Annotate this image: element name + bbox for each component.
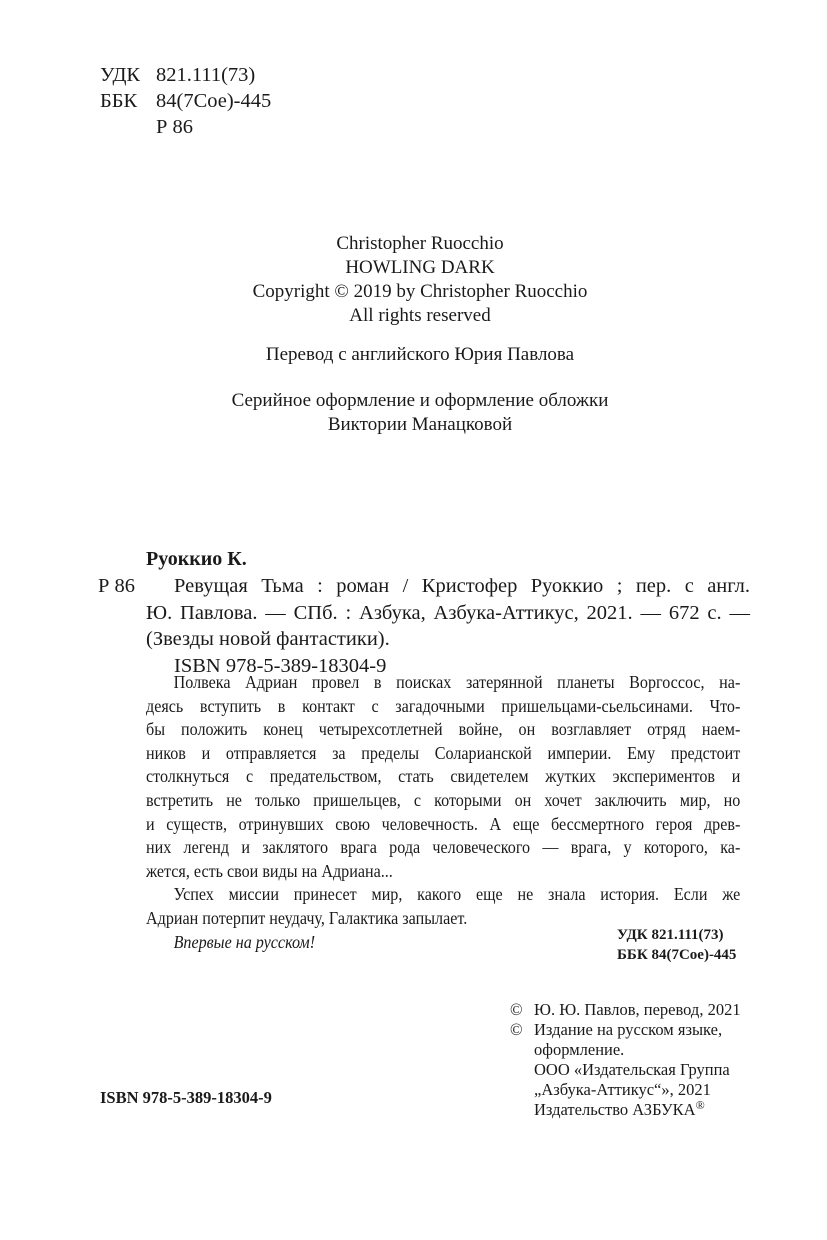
design-credit-line2: Виктории Манацковой [327,414,513,435]
annotation-line: Адриан потерпит неудачу, Галактика запылает. [146,907,468,928]
udk-row [100,62,271,88]
copyright-icon: © [510,1000,523,1019]
annotation-line: жется, есть свои виды на Адриана... [146,860,393,881]
isbn-bottom: ISBN 978-5-389-18304-9 [100,1088,272,1107]
copyright-block [510,1000,741,1120]
copyright-icon: © [510,1020,523,1039]
copyright-edition [510,1020,741,1040]
design-credit-line1: Серийное оформление и оформление обложки [231,390,609,411]
original-credits [0,232,827,328]
udk-label: УДК [100,64,141,86]
copyright-edition-text: Издание на русском языке, [534,1020,723,1039]
catalog-author-sign: Р 86 [98,575,136,597]
bottom-bbk: ББК 84(7Сое)-445 [617,947,737,963]
annotation-tagline: Впервые на русском! [173,931,316,952]
annotation-line: встретить не только пришельцев, с которыми он хочет заключить мир, но [146,789,741,810]
annotation-line: бы положить конец четырехсотлетней войне, он возглавляет отряд наем- [146,719,741,740]
bbk-label: ББК [100,90,138,112]
catalog-line: Ревущая Тьма : роман / Кристофер Руоккио ; пер. с англ. [174,575,750,597]
annotation-line: и существ, отринувших свою человечность. А еще бессмертного героя древ- [146,813,741,834]
author-sign-row [100,114,271,140]
author-sign: Р 86 [156,116,194,138]
annotation-line: столкнуться с предательством, стать свидетелем жутких экспериментов и [146,766,741,787]
bbk-row [100,88,271,114]
catalog-isbn: ISBN 978-5-389-18304-9 [174,654,387,677]
annotation-line: ников и отправляется за пределы Соларианской империи. Ему предстоит [146,742,741,763]
copyright-translation [510,1000,741,1020]
imprint-text: Издательство АЗБУКА [534,1100,696,1119]
top-classification [100,62,271,140]
publisher-line2: „Азбука-Аттикус“», 2021 [534,1080,711,1099]
original-copyright: Copyright © 2019 by Christopher Ruocchio [252,281,588,302]
annotation-line: Полвека Адриан провел в поисках затерянной планеты Воргоссос, на- [173,672,741,692]
annotation-line: Успех миссии принесет мир, какого еще не знала история. Если же [173,884,741,905]
catalog-author-heading: Руоккио К. [146,548,247,570]
annotation [146,671,740,954]
bottom-classification [617,925,736,965]
bottom-udk: УДК 821.111(73) [617,927,724,943]
copyright-edition-cont: оформление. [534,1040,625,1059]
original-author: Christopher Ruocchio [336,233,504,254]
copyright-translation-text: Ю. Ю. Павлов, перевод, 2021 [534,1000,741,1019]
bbk-value: 84(7Сое)-445 [156,90,272,112]
original-title: HOWLING DARK [345,257,495,278]
imprint-line [510,1100,741,1120]
translation-credit-text: Перевод с английского Юрия Павлова [265,344,575,365]
catalog-line: Ю. Павлова. — СПб. : Азбука, Азбука-Аттикус, 2021. — 672 с. — [146,601,750,624]
translation-credit [0,343,827,367]
annotation-line: деясь вступить в контакт с загадочными пришельцами-сьельсинами. Что- [146,695,741,716]
catalog-description [146,573,750,679]
udk-value: 821.111(73) [156,64,256,86]
publisher-line1: ООО «Издательская Группа [534,1060,730,1079]
design-credit [0,389,827,437]
catalog-line: (Звезды новой фантастики). [146,628,390,650]
annotation-line: них легенд и заклятого врага рода человеческого — врага, у которого, ка- [146,837,741,858]
registered-mark-icon: ® [695,1098,705,1112]
rights-reserved: All rights reserved [349,305,491,326]
